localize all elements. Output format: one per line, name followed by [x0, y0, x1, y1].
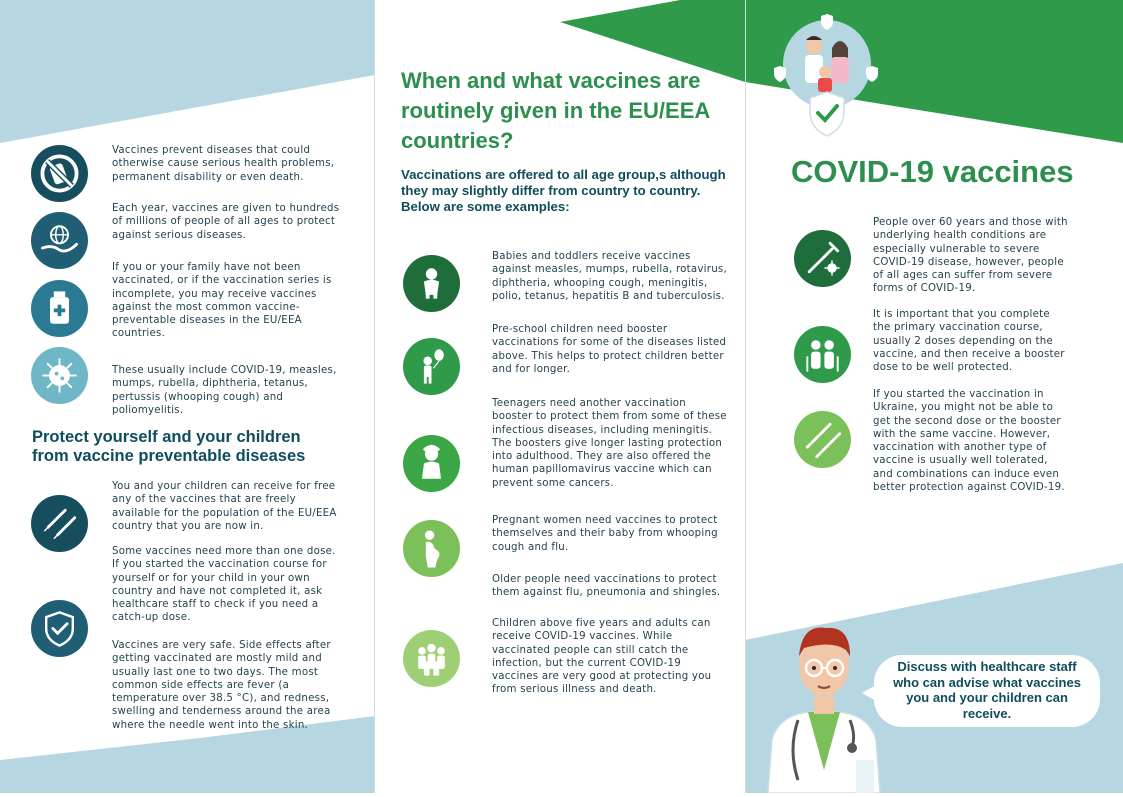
virus-icon — [31, 347, 88, 404]
protect-paragraph-3: Vaccines are very safe. Side effects after getting vaccinated are mostly mild and usually last one to two days. The most common side effects are fever (a temperature over 38.5 °C), and redness, swelling and tenderness around the area where the needle went into the skin. — [112, 640, 331, 731]
intro-paragraph-4: These usually include COVID-19, measles, mumps, rubella, diphtheria, tetanus, pertussis (whooping cough) and poliomyelitis. — [112, 365, 337, 416]
doctor-illustration — [758, 620, 888, 793]
intro-paragraph-1: Vaccines prevent diseases that could otherwise cause serious health problems, permanent disability or even death. — [112, 145, 335, 183]
covid-children-adults-paragraph: Children above five years and adults can receive COVID-19 vaccines. While vaccinated people can still catch the infection, but the current COVID-19 vaccines are very good at protecting you from serious illness and death. — [492, 618, 712, 696]
covid-ukraine-paragraph: If you started the vaccination in Ukraine, you might not be able to get the second dose or the booster with the same vaccine. However, vaccination with another type of vaccine is usually well tolerated, and combinations can induce even better protection against COVID-19. — [873, 389, 1065, 494]
speech-bubble — [874, 655, 1100, 727]
intro-paragraph-2: Each year, vaccines are given to hundreds of millions of people of all ages to protect against serious diseases. — [112, 203, 340, 241]
healthcare-advice-text: Discuss with healthcare staff who can advise what vaccines you and your children can receive. — [893, 659, 1081, 721]
routine-vaccines-subtitle: Vaccinations are offered to all age group,s although they may slightly differ from country to country. Below are some examples: — [401, 167, 726, 214]
intro-paragraph-3: If you or your family have not been vaccinated, or if the vaccination series is incomplete, you may receive vaccines against the most common vaccine-preventable diseases in the EU/EEA countries. — [112, 262, 332, 340]
elderly-couple-icon — [794, 326, 851, 383]
panel-divider-left — [374, 0, 375, 793]
covid-vaccines-title: COVID-19 vaccines — [791, 154, 1074, 189]
syringes-combination-icon — [794, 411, 851, 468]
pregnant-paragraph: Pregnant women need vaccines to protect themselves and their baby from whooping cough and flu. — [492, 515, 718, 553]
baby-icon — [403, 255, 460, 312]
panel-divider-right — [745, 0, 746, 793]
babies-paragraph: Babies and toddlers receive vaccines against measles, mumps, rubella, rotavirus, diphtheria, whooping cough, meningitis, polio, tetanus, hepatitis B and tuberculosis. — [492, 251, 727, 302]
no-disease-icon — [31, 145, 88, 202]
protect-paragraph-1: You and your children can receive for free any of the vaccines that are freely available for the population of the EU/EEA country that you are now in. — [112, 481, 337, 532]
preschool-paragraph: Pre-school children need booster vaccinations for some of the diseases listed above. This helps to protect children better and for longer. — [492, 324, 727, 375]
group-people-icon — [403, 630, 460, 687]
global-care-icon — [31, 212, 88, 269]
family-protection-illustration — [772, 14, 882, 142]
child-balloon-icon — [403, 338, 460, 395]
protect-paragraph-2: Some vaccines need more than one dose. If you started the vaccination course for yourself or for your child in your own country and have not completed it, ask healthcare staff to check if you need a catch-up dose. — [112, 546, 336, 624]
routine-vaccines-title: When and what vaccines are routinely given in the EU/EEA countries? — [401, 68, 710, 153]
vaccine-vial-icon — [31, 280, 88, 337]
safety-shield-icon — [31, 600, 88, 657]
covid-primary-course-paragraph: It is important that you complete the primary vaccination course, usually 2 doses depending on the vaccine, and then receive a booster dose to be well protected. — [873, 309, 1065, 374]
older-people-paragraph: Older people need vaccinations to protect them against flu, pneumonia and shingles. — [492, 574, 721, 599]
teenagers-paragraph: Teenagers need another vaccination booster to protect them from some of these infectious diseases, including meningitis. The boosters give longer lasting protection into adulthood. They are also offered the human papillomavirus vaccine which can prevent some cancers. — [492, 398, 727, 489]
pregnant-woman-icon — [403, 520, 460, 577]
covid-vulnerable-paragraph: People over 60 years and those with underlying health conditions are especially vulnerable to severe COVID-19 disease, however, people of all ages can suffer from severe forms of COVID-19. — [873, 217, 1068, 295]
teenager-icon — [403, 435, 460, 492]
protect-heading: Protect yourself and your children from vaccine preventable diseases — [32, 428, 306, 465]
syringes-icon — [31, 495, 88, 552]
speech-bubble-tail — [862, 685, 876, 701]
covid-syringe-icon — [794, 230, 851, 287]
